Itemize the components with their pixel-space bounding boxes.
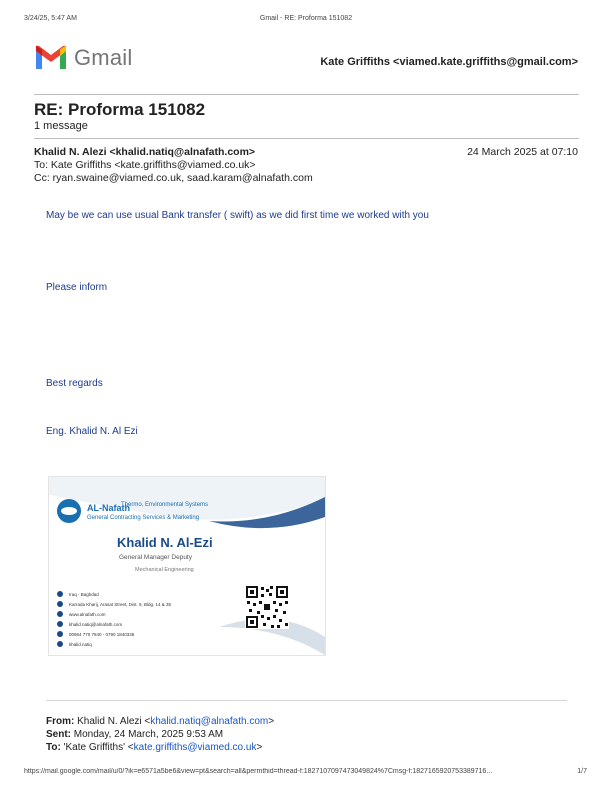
quoted-to-link[interactable]: kate.griffiths@viamed.co.uk (133, 742, 257, 753)
body-line-1: May be we can use usual Bank transfer ( swift) as we did first time we worked with you (46, 210, 429, 221)
print-page-title: Gmail - RE: Proforma 151082 (259, 15, 353, 22)
email-to: To: Kate Griffiths <kate.griffiths@viamed.co.uk> (34, 159, 256, 171)
card-subtitle: Mechanical Engineering (135, 567, 194, 573)
email-from (34, 146, 255, 158)
quote-divider (46, 700, 567, 701)
card-row-email: khalid.natiq@alnafath.com (57, 621, 122, 627)
globe-icon (57, 611, 63, 617)
card-company-short: AL-Nafath (87, 503, 130, 513)
message-count: 1 message (34, 120, 88, 132)
card-row-web: www.alnafath.com (57, 611, 106, 617)
card-row-location: Iraq - Baghdad (57, 591, 99, 597)
email-subject: RE: Proforma 151082 (34, 100, 206, 119)
card-row-phone: 00964 770 7840 - 0790 1840336 (57, 631, 134, 637)
address-icon (57, 601, 63, 607)
quoted-from-link[interactable]: khalid.natiq@alnafath.com (150, 716, 269, 727)
body-line-2: Please inform (46, 282, 108, 293)
card-row-address: Karrada Kharij, Arasat Street, Dist. 9, Bldg. 14 & 35 (57, 601, 171, 607)
body-line-3: Best regards (46, 378, 103, 389)
subject-divider (34, 138, 579, 139)
gmail-logo (34, 45, 132, 71)
card-name: Khalid N. Al-Ezi (117, 535, 213, 550)
header-divider (34, 94, 579, 95)
mail-icon (57, 621, 63, 627)
location-icon (57, 591, 63, 597)
email-cc: Cc: ryan.swaine@viamed.co.uk, saad.karam@alnafath.com (34, 172, 313, 184)
quoted-from: From: Khalid N. Alezi <khalid.natiq@alnafath.com> (46, 716, 275, 727)
card-company-line1: Thermo, Environmental Systems (121, 502, 209, 508)
card-company-line2: General Contracting Services & Marketing (87, 515, 200, 521)
email-date: 24 March 2025 at 07:10 (467, 146, 578, 158)
print-page-number: 1/7 (577, 768, 587, 775)
skype-icon (57, 641, 63, 647)
gmail-wordmark: Gmail (74, 45, 133, 70)
card-title: General Manager Deputy (119, 554, 192, 561)
print-url: https://mail.google.com/mail/u/0/?ik=e6571a5be6&view=pt&search=all&permthid=thread-f:1827107097473049824%7Cmsg-f:1827165920753389716... (24, 768, 493, 775)
quoted-sent: Sent: Monday, 24 March, 2025 9:53 AM (46, 729, 224, 740)
phone-icon (57, 631, 63, 637)
print-datetime: 3/24/25, 5:47 AM (24, 15, 77, 22)
body-line-4: Eng. Khalid N. Al Ezi (46, 426, 138, 437)
quoted-to: To: 'Kate Griffiths' <kate.griffiths@viamed.co.uk> (46, 742, 263, 753)
qr-code-icon (245, 585, 289, 629)
business-card-image (48, 476, 326, 656)
from-text: Khalid N. Alezi <khalid.natiq@alnafath.com> (34, 146, 256, 158)
account-email: Kate Griffiths <viamed.kate.griffiths@gmail.com> (320, 56, 578, 68)
gmail-m-icon (34, 45, 68, 71)
card-row-social: khalid.natiq (57, 641, 92, 647)
